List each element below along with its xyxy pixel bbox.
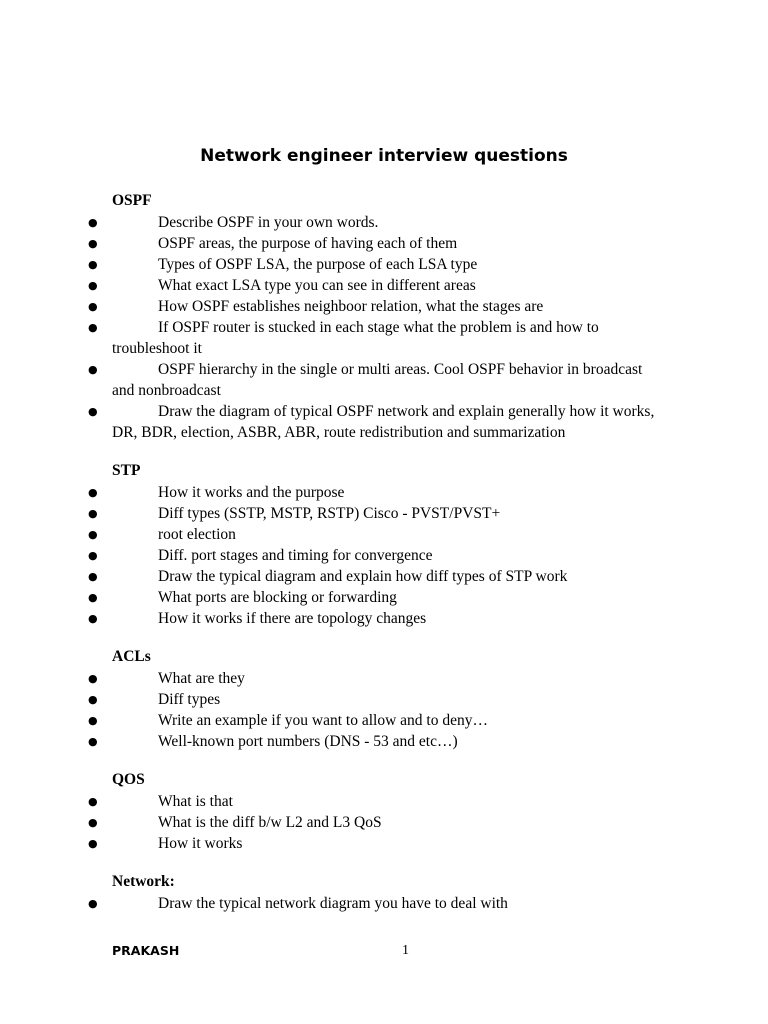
list-item bbox=[0, 710, 658, 731]
list-item-text: Diff types bbox=[158, 691, 221, 708]
list-item-text: What are they bbox=[158, 670, 245, 687]
section-heading: OSPF bbox=[112, 192, 152, 209]
list-item-text: How it works and the purpose bbox=[158, 484, 345, 501]
list-item bbox=[0, 668, 658, 689]
footer-author: PRAKASH bbox=[112, 943, 180, 958]
list-item-text: What is that bbox=[158, 793, 233, 810]
page-number: 1 bbox=[402, 943, 409, 958]
list-item bbox=[0, 608, 658, 629]
bullet-icon: ● bbox=[88, 735, 98, 748]
list-item-text: What ports are blocking or forwarding bbox=[158, 589, 397, 606]
bullet-icon: ● bbox=[88, 570, 98, 583]
bullet-list bbox=[0, 893, 768, 914]
bullet-icon: ● bbox=[88, 321, 98, 334]
list-item-text: Draw the typical network diagram you have to deal with bbox=[158, 895, 508, 912]
list-item-text: Draw the diagram of typical OSPF network and explain generally how it works, DR, BDR, election, ASBR, ABR, route redistribution and summarization bbox=[112, 403, 655, 441]
bullet-list bbox=[0, 791, 768, 854]
list-item-text: What exact LSA type you can see in different areas bbox=[158, 277, 476, 294]
list-item-text: Types of OSPF LSA, the purpose of each LSA type bbox=[158, 256, 478, 273]
section-stp bbox=[0, 460, 768, 629]
section-heading: STP bbox=[112, 462, 141, 479]
list-item-text: Diff. port stages and timing for convergence bbox=[158, 547, 433, 564]
bullet-icon: ● bbox=[88, 714, 98, 727]
list-item bbox=[0, 587, 658, 608]
section-heading: Network: bbox=[112, 873, 175, 890]
list-item bbox=[0, 524, 658, 545]
bullet-icon: ● bbox=[88, 897, 98, 910]
list-item bbox=[0, 317, 658, 359]
bullet-icon: ● bbox=[88, 300, 98, 313]
section-acls bbox=[0, 646, 768, 752]
bullet-icon: ● bbox=[88, 837, 98, 850]
list-item bbox=[0, 359, 658, 401]
section-heading: QOS bbox=[112, 771, 145, 788]
bullet-icon: ● bbox=[88, 507, 98, 520]
bullet-icon: ● bbox=[88, 549, 98, 562]
list-item bbox=[0, 833, 658, 854]
section-ospf bbox=[0, 190, 768, 443]
list-item-text: Write an example if you want to allow and to deny… bbox=[158, 712, 488, 729]
document-title: Network engineer interview questions bbox=[200, 146, 568, 166]
bullet-list bbox=[0, 482, 768, 629]
section-heading: ACLs bbox=[112, 648, 151, 665]
bullet-list bbox=[0, 212, 768, 443]
list-item-text: How it works bbox=[158, 835, 243, 852]
list-item bbox=[0, 791, 658, 812]
bullet-icon: ● bbox=[88, 363, 98, 376]
list-item-text: What is the diff b/w L2 and L3 QoS bbox=[158, 814, 382, 831]
bullet-icon: ● bbox=[88, 279, 98, 292]
list-item bbox=[0, 689, 658, 710]
bullet-icon: ● bbox=[88, 816, 98, 829]
bullet-icon: ● bbox=[88, 486, 98, 499]
bullet-icon: ● bbox=[88, 528, 98, 541]
bullet-icon: ● bbox=[88, 672, 98, 685]
document-body bbox=[0, 190, 768, 931]
list-item bbox=[0, 212, 658, 233]
bullet-icon: ● bbox=[88, 405, 98, 418]
section-network bbox=[0, 871, 768, 914]
list-item-text: OSPF areas, the purpose of having each of them bbox=[158, 235, 458, 252]
bullet-icon: ● bbox=[88, 591, 98, 604]
list-item bbox=[0, 812, 658, 833]
list-item bbox=[0, 275, 658, 296]
list-item-text: root election bbox=[158, 526, 236, 543]
list-item-text: If OSPF router is stucked in each stage what the problem is and how to troubleshoot it bbox=[112, 319, 599, 357]
list-item-text: Diff types (SSTP, MSTP, RSTP) Cisco - PVST/PVST+ bbox=[158, 505, 501, 522]
list-item bbox=[0, 296, 658, 317]
bullet-icon: ● bbox=[88, 216, 98, 229]
bullet-icon: ● bbox=[88, 237, 98, 250]
list-item-text: OSPF hierarchy in the single or multi areas. Cool OSPF behavior in broadcast and nonbroadcast bbox=[112, 361, 643, 399]
list-item bbox=[0, 566, 658, 587]
list-item-text: Well-known port numbers (DNS - 53 and etc…) bbox=[158, 733, 458, 750]
list-item bbox=[0, 401, 658, 443]
list-item-text: How it works if there are topology changes bbox=[158, 610, 427, 627]
bullet-icon: ● bbox=[88, 612, 98, 625]
bullet-icon: ● bbox=[88, 258, 98, 271]
list-item bbox=[0, 254, 658, 275]
list-item bbox=[0, 482, 658, 503]
section-qos bbox=[0, 769, 768, 854]
list-item-text: Draw the typical diagram and explain how diff types of STP work bbox=[158, 568, 568, 585]
list-item-text: Describe OSPF in your own words. bbox=[158, 214, 379, 231]
list-item-text: How OSPF establishes neighboor relation, what the stages are bbox=[158, 298, 544, 315]
list-item bbox=[0, 233, 658, 254]
list-item bbox=[0, 731, 658, 752]
list-item bbox=[0, 545, 658, 566]
list-item bbox=[0, 893, 658, 914]
bullet-icon: ● bbox=[88, 693, 98, 706]
list-item bbox=[0, 503, 658, 524]
bullet-list bbox=[0, 668, 768, 752]
bullet-icon: ● bbox=[88, 795, 98, 808]
